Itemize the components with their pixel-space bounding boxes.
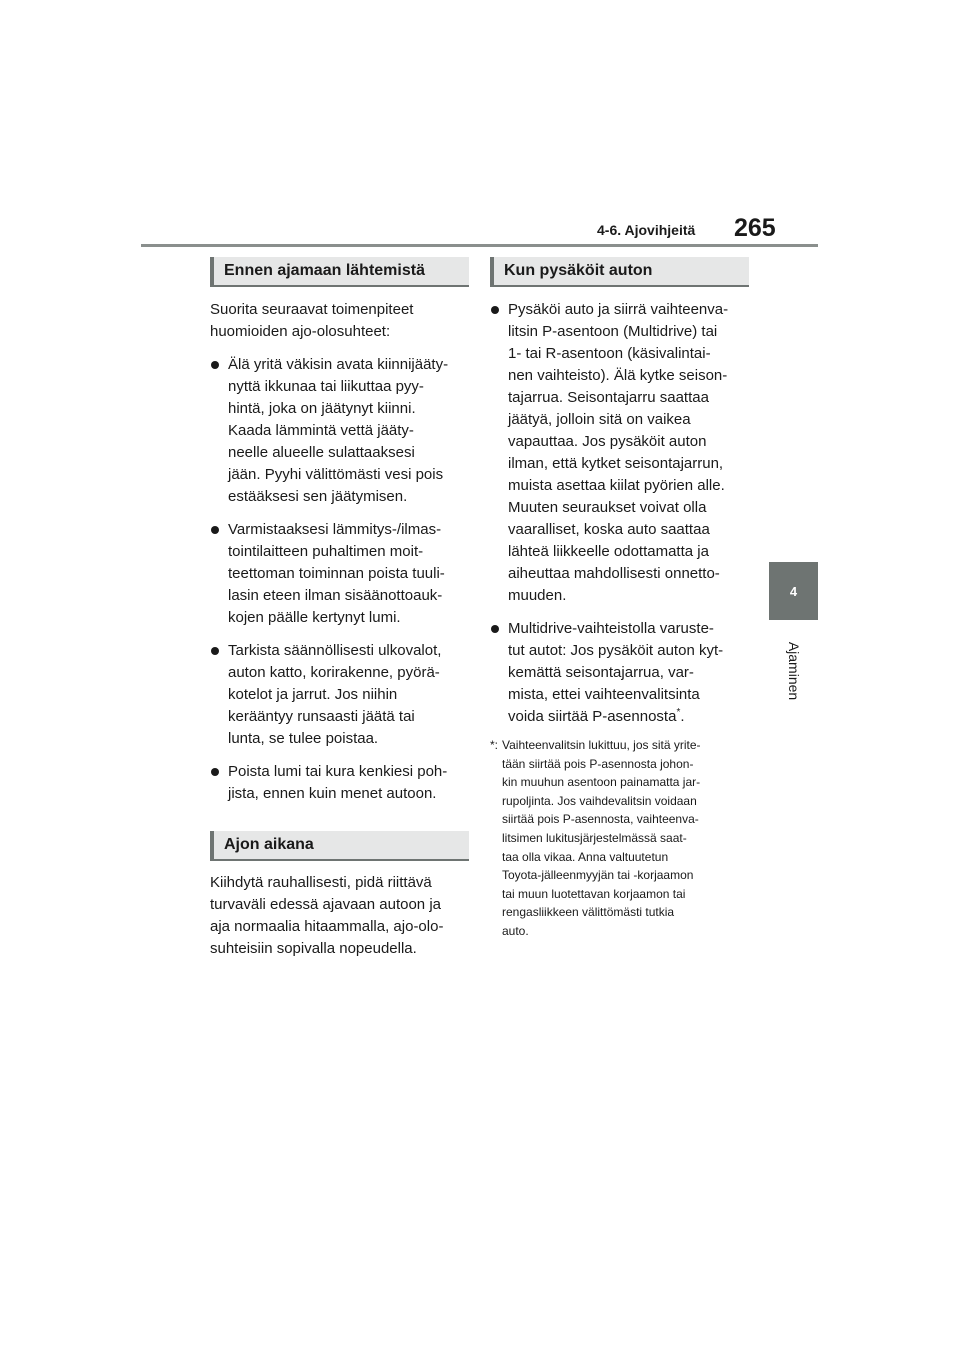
list-item: Varmistaaksesi lämmitys-/ilmas- tointilaitteen puhaltimen moit- teettoman toiminnan poista tuuli- lasin eteen ilman sisäänottoauk- kojen päälle kertynyt lumi. bbox=[210, 519, 469, 629]
list-item: Poista lumi tai kura kenkiesi poh- jista, ennen kuin menet autoon. bbox=[210, 761, 469, 805]
while-driving-text: Kiihdytä rauhallisesti, pidä riittävä turvaväli edessä ajavaan autoon ja aja normaalia hitaammalla, ajo-olo- suhteisiin sopivalla nopeudella. bbox=[210, 874, 444, 957]
header-rule bbox=[141, 244, 818, 247]
bullet-dot-icon bbox=[491, 625, 499, 633]
chapter-tab-number: 4 bbox=[789, 583, 798, 599]
before-driving-list bbox=[210, 354, 469, 805]
footnote-text: Vaihteenvalitsin lukittuu, jos sitä yrite- tään siirtää pois P-asennosta johon- kin muuhun asentoon painamatta jar- rupoljinta. Jos vaihdevalitsin voidaan siirtää pois P-asennosta, vaihteenva- litsimen lukitusjärjestelmässä saat- taa olla vikaa. Anna valtuutetun Toyota-jälleenmyyjän tai -korjaamon tai muun luotettavan korjaamon tai rengasliikkeen välittömästi tutkia auto. bbox=[502, 738, 701, 938]
footnote bbox=[490, 736, 749, 941]
list-item: Pysäköi auto ja siirrä vaihteenva- litsin P-asentoon (Multidrive) tai 1- tai R-asentoon (käsivalintai- nen vaihteisto). Älä kytke seison- tajarrua. Seisontajarru saattaa jäätyä, jolloin sitä on vaikea vapauttaa. Jos pysäköit auton ilman, että kytket seisontajarrun, muista asettaa kiilat pyörien alle. Muuten seuraukset voivat olla vaaralliset, koska auto saattaa lähteä liikkeelle odottamatta ja aiheuttaa mahdollisesti onnetto- muuden. bbox=[490, 299, 749, 607]
chapter-tab-label: Ajaminen bbox=[786, 641, 802, 701]
footnote-mark: *: bbox=[490, 738, 499, 752]
list-item: Älä yritä väkisin avata kiinnijääty- nyttä ikkunaa tai liikuttaa pyy- hintä, joka on jäätynyt kiinni. Kaada lämmintä vettä jääty- neelle alueelle sulattaaksesi jään. Pyyhi välittömästi vesi pois estääksesi sen jäätymisen. bbox=[210, 354, 469, 508]
chapter-tab bbox=[769, 562, 818, 620]
bullet-dot-icon bbox=[211, 768, 219, 776]
section-heading-before-driving: Ennen ajamaan lähtemistä bbox=[210, 257, 469, 287]
header-section-title: 4-6. Ajovihjeitä bbox=[597, 222, 696, 238]
parking-list bbox=[490, 299, 749, 728]
right-column bbox=[490, 257, 749, 941]
page-number: 265 bbox=[734, 214, 776, 242]
section-heading-while-driving: Ajon aikana bbox=[210, 831, 469, 861]
left-column bbox=[210, 257, 469, 960]
section-heading-parking: Kun pysäköit auton bbox=[490, 257, 749, 287]
list-item: Multidrive-vaihteistolla varuste- tut autot: Jos pysäköit auton kyt- kemättä seisontajarrua, var- mista, ettei vaihteenvalitsinta voida siirtää P-asennosta*. bbox=[490, 618, 749, 728]
bullet-end-period: . bbox=[680, 708, 685, 725]
list-item: Tarkista säännöllisesti ulkovalot, auton katto, korirakenne, pyörä- kotelot ja jarrut. Jos niihin kerääntyy runsaasti jäätä tai lunta, se tulee poistaa. bbox=[210, 640, 469, 750]
bullet-dot-icon bbox=[491, 306, 499, 314]
before-driving-intro: Suorita seuraavat toimenpiteet huomioiden ajo-olosuhteet: bbox=[210, 301, 414, 340]
bullet-dot-icon bbox=[211, 647, 219, 655]
footnote-reference: * bbox=[676, 707, 681, 718]
bullet-dot-icon bbox=[211, 361, 219, 369]
bullet-dot-icon bbox=[211, 526, 219, 534]
